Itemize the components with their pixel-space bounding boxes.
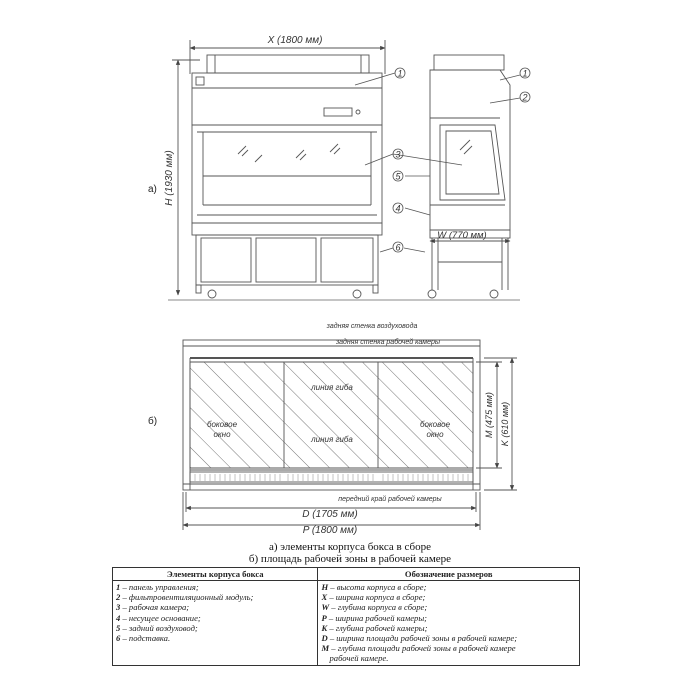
callouts: [355, 68, 530, 252]
legend-element-item: 6 – подставка.: [116, 633, 171, 644]
dim-m-label: M (475 мм): [484, 392, 494, 438]
figure-b-label: б): [148, 416, 158, 427]
legend-dimension-item: P – ширина рабочей камеры;: [321, 612, 428, 623]
legend-elements-cell: [113, 581, 318, 666]
legend-dimensions-cell: [318, 581, 580, 666]
front-edge-label: передний край рабочей камеры: [338, 496, 442, 503]
legend-header-dimensions: Обозначение размеров: [318, 568, 580, 581]
callout-5: 5: [395, 171, 401, 182]
bend-line-label-top: линия гиба: [311, 383, 353, 392]
dim-h-label: H (1930 мм): [164, 150, 175, 206]
callout-labels: [395, 69, 527, 253]
legend-element-item: 1 – панель управления;: [116, 582, 199, 592]
dim-p-label: P (1800 мм): [302, 525, 358, 536]
bend-line-label-bottom: линия гиба: [311, 435, 353, 444]
legend-dimension-item: D – ширина площади рабочей зоны в рабочей камере;: [321, 633, 518, 644]
legend-dimension-item: H – высота корпуса в сборе;: [321, 582, 427, 592]
callout-6: 6: [395, 242, 401, 253]
side-window-right-line1: боковое: [419, 420, 451, 429]
dim-w-label: W (770 мм): [437, 230, 487, 241]
front-view: [168, 40, 520, 300]
legend-dimension-item: рабочей камере.: [329, 653, 389, 664]
side-window-left-line1: боковое: [206, 420, 238, 429]
callout-1-front: 1: [397, 68, 403, 79]
dim-x-label: X (1800 мм): [267, 35, 323, 46]
legend-element-item: 4 – несущее основание;: [116, 612, 201, 623]
legend-element-item: 3 – рабочая камера;: [116, 602, 190, 613]
caption-line-1: а) элементы корпуса бокса в сборе: [269, 541, 431, 553]
callout-1-side: 1: [522, 68, 528, 79]
legend-dimension-item: W – глубина корпуса в сборе;: [321, 602, 428, 613]
legend-header-elements: Элементы корпуса бокса: [113, 568, 318, 581]
callout-4: 4: [395, 203, 401, 214]
legend-element-item: 5 – задний воздуховод;: [116, 622, 198, 633]
caption-line-2: б) площадь рабочей зоны в рабочей камере: [248, 553, 452, 565]
legend-dimension-item: K – глубина рабочей камеры;: [321, 622, 428, 633]
dim-k-label: K (610 мм): [500, 401, 510, 447]
chamber-rear-wall-label: задняя стенка рабочей камеры: [335, 339, 441, 346]
callout-3: 3: [395, 149, 401, 160]
plan-window-grille: [195, 474, 468, 481]
rear-wall-label: задняя стенка воздуховода: [326, 323, 418, 330]
legend-element-item: 2 – фильтровентиляционный модуль;: [116, 592, 254, 603]
figure-a-label: а): [148, 184, 157, 195]
callout-2: 2: [522, 92, 528, 103]
legend-table: [112, 567, 580, 666]
side-window-left-line2: окно: [213, 430, 231, 439]
side-window-right-line2: окно: [426, 430, 444, 439]
dim-d-label: D (1705 мм): [302, 509, 358, 520]
legend-dimension-item: X – ширина корпуса в сборе;: [321, 592, 426, 603]
legend-dimension-item: M – глубина площади рабочей зоны в рабочей камере: [321, 643, 516, 654]
